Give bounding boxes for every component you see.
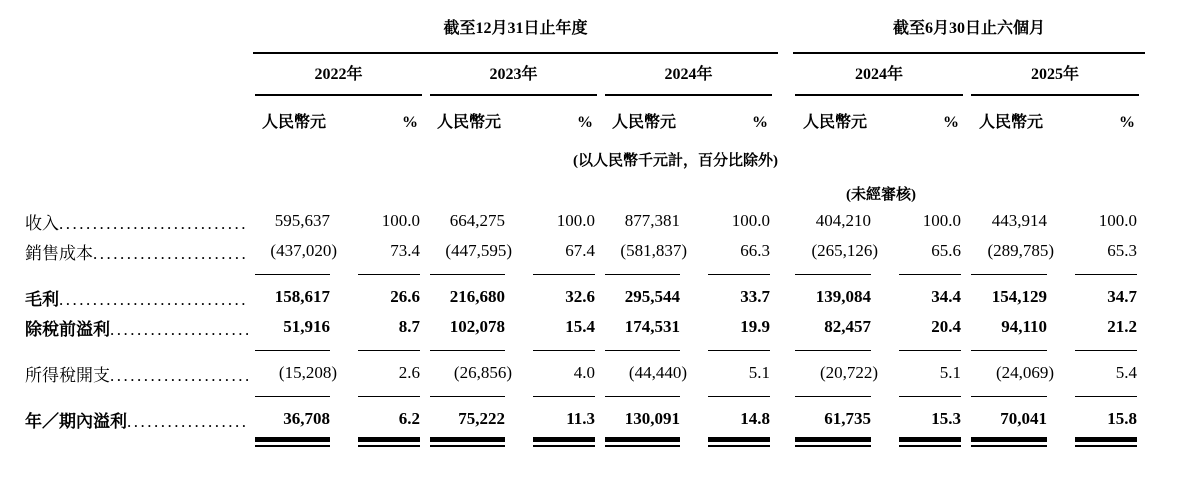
percent-column-header: %: [402, 114, 418, 131]
rule-line: [430, 396, 505, 397]
rule-line: [971, 350, 1047, 351]
cell-amount: 174,531: [624, 317, 680, 336]
row-label: 收入: [25, 213, 59, 233]
cell-percent: 26.6: [390, 287, 420, 306]
year-header-2022: 2022年: [255, 64, 422, 96]
cell-amount: (437,020): [270, 241, 337, 260]
annual-period-header: 截至12月31日止年度: [253, 12, 778, 53]
unaudited-note: (未經審核): [846, 187, 917, 203]
rule-line: [971, 274, 1047, 275]
row-label: 除稅前溢利: [25, 319, 110, 339]
cell-amount: 877,381: [624, 211, 680, 230]
rule-line: [708, 396, 770, 397]
cell-percent: 14.8: [740, 409, 771, 428]
amount-column-header: 人民幣元: [611, 114, 676, 131]
rule-line: [1075, 274, 1137, 275]
cell-percent: 100.0: [1098, 211, 1138, 230]
cell-amount: 51,916: [283, 317, 330, 336]
cell-amount: (15,208): [278, 363, 337, 382]
cell-amount: 70,041: [1000, 409, 1048, 428]
cell-amount: 595,637: [274, 211, 330, 230]
cell-amount: 130,091: [624, 409, 680, 428]
cell-percent: 21.2: [1107, 317, 1138, 336]
cell-amount: 664,275: [449, 211, 505, 230]
rule-row: [25, 266, 1145, 282]
percent-column-header: %: [752, 114, 769, 131]
dot-leader: [110, 366, 248, 386]
cell-percent: 15.8: [1107, 409, 1138, 428]
cell-amount: (44,440): [628, 363, 687, 382]
period-group-row: [25, 12, 1145, 53]
cell-amount: 102,078: [449, 317, 505, 336]
cell-percent: 4.0: [573, 363, 595, 382]
interim-period-header: 截至6月30日止六個月: [793, 12, 1145, 53]
cell-percent: 32.6: [565, 287, 595, 306]
cell-amount: (265,126): [811, 241, 879, 260]
cell-percent: 5.1: [939, 363, 962, 382]
cell-amount: (20,722): [819, 363, 879, 382]
rule-row: [25, 388, 1145, 404]
cell-amount: 82,457: [824, 317, 872, 336]
rule-line: [899, 350, 961, 351]
double-rule-line: [533, 437, 595, 447]
row-label: 銷售成本: [25, 243, 93, 263]
rule-line: [899, 396, 961, 397]
double-rule-line: [358, 437, 420, 447]
financial-summary-table: [25, 12, 1145, 454]
cell-percent: 100.0: [731, 211, 771, 230]
rule-line: [255, 274, 330, 275]
cell-percent: 100.0: [922, 211, 962, 230]
year-header-2025-interim: 2025年: [971, 64, 1139, 96]
year-header-2023: 2023年: [430, 64, 597, 96]
cell-amount: 154,129: [991, 287, 1048, 306]
table-row-cost-of-sales: [25, 236, 1145, 266]
row-label: 所得稅開支: [25, 365, 110, 385]
cell-percent: 65.3: [1107, 241, 1138, 260]
rule-line: [255, 396, 330, 397]
cell-percent: 2.6: [398, 363, 420, 382]
unaudited-note-row: [25, 172, 1145, 206]
amount-column-header: 人民幣元: [436, 114, 501, 131]
amount-column-header: 人民幣元: [261, 114, 326, 131]
cell-percent: 66.3: [740, 241, 771, 260]
units-note-row: [25, 134, 1145, 172]
percent-column-header: %: [577, 114, 593, 131]
cell-amount: 61,735: [824, 409, 872, 428]
cell-percent: 15.4: [565, 317, 595, 336]
double-rule-line: [795, 437, 871, 447]
cell-amount: 94,110: [1001, 317, 1048, 336]
dot-leader: [93, 244, 248, 264]
double-rule-line: [708, 437, 770, 447]
table-row-gross-profit: [25, 282, 1145, 312]
cell-percent: 19.9: [740, 317, 771, 336]
rule-line: [795, 350, 871, 351]
cell-amount: (447,595): [445, 241, 512, 260]
units-note: (以人民幣千元計，百分比除外): [573, 153, 779, 169]
cell-amount: 404,210: [815, 211, 872, 230]
cell-percent: 8.7: [398, 317, 420, 336]
cell-amount: 75,222: [458, 409, 505, 428]
amount-column-header: 人民幣元: [979, 114, 1044, 131]
rule-line: [430, 350, 505, 351]
rule-line: [255, 350, 330, 351]
dot-leader: [127, 412, 248, 432]
table-row-revenue: [25, 206, 1145, 236]
table-row-profit-for-period: [25, 404, 1145, 434]
rule-line: [430, 274, 505, 275]
rule-line: [708, 274, 770, 275]
cell-percent: 67.4: [565, 241, 595, 260]
table-row-income-tax-expense: [25, 358, 1145, 388]
dot-leader: [110, 320, 248, 340]
cell-percent: 5.1: [748, 363, 771, 382]
double-rule-line: [255, 437, 330, 447]
column-header-row: [25, 96, 1145, 134]
cell-percent: 100.0: [381, 211, 420, 230]
rule-row: [25, 342, 1145, 358]
cell-amount: (26,856): [453, 363, 512, 382]
cell-percent: 65.6: [931, 241, 962, 260]
rule-line: [533, 274, 595, 275]
double-rule-line: [971, 437, 1047, 447]
cell-percent: 100.0: [556, 211, 595, 230]
cell-percent: 34.7: [1107, 287, 1138, 306]
dot-leader: [59, 290, 248, 310]
amount-column-header: 人民幣元: [803, 114, 868, 131]
group-gap: [778, 12, 793, 53]
rule-line: [605, 350, 680, 351]
cell-percent: 34.4: [931, 287, 962, 306]
year-header-2024-interim: 2024年: [795, 64, 963, 96]
double-rule-line: [1075, 437, 1137, 447]
cell-amount: (289,785): [987, 241, 1055, 260]
percent-column-header: %: [943, 114, 960, 131]
cell-percent: 73.4: [390, 241, 420, 260]
cell-percent: 5.4: [1115, 363, 1138, 382]
year-header-2024: 2024年: [605, 64, 772, 96]
year-header-row: [25, 53, 1145, 96]
cell-amount: (581,837): [620, 241, 687, 260]
double-rule-row: [25, 434, 1145, 454]
cell-amount: 295,544: [624, 287, 680, 306]
cell-percent: 6.2: [398, 409, 420, 428]
rule-line: [1075, 350, 1137, 351]
rule-line: [899, 274, 961, 275]
rule-line: [795, 274, 871, 275]
table-row-profit-before-tax: [25, 312, 1145, 342]
row-label: 毛利: [25, 289, 59, 309]
double-rule-line: [605, 437, 680, 447]
cell-percent: 33.7: [740, 287, 771, 306]
cell-percent: 11.3: [566, 409, 595, 428]
rule-line: [358, 350, 420, 351]
rule-line: [605, 274, 680, 275]
cell-amount: 36,708: [283, 409, 330, 428]
cell-amount: 443,914: [991, 211, 1048, 230]
percent-column-header: %: [1119, 114, 1136, 131]
dot-leader: [59, 214, 248, 234]
cell-amount: 216,680: [449, 287, 505, 306]
double-rule-line: [899, 437, 961, 447]
cell-percent: 20.4: [931, 317, 962, 336]
row-label: 年／期內溢利: [25, 411, 127, 431]
rule-line: [533, 350, 595, 351]
rule-line: [1075, 396, 1137, 397]
rule-line: [971, 396, 1047, 397]
rule-line: [795, 396, 871, 397]
rule-line: [533, 396, 595, 397]
rule-line: [358, 396, 420, 397]
rule-line: [708, 350, 770, 351]
cell-percent: 15.3: [931, 409, 962, 428]
double-rule-line: [430, 437, 505, 447]
rule-line: [358, 274, 420, 275]
cell-amount: 158,617: [274, 287, 330, 306]
rule-line: [605, 396, 680, 397]
cell-amount: (24,069): [995, 363, 1055, 382]
cell-amount: 139,084: [815, 287, 872, 306]
